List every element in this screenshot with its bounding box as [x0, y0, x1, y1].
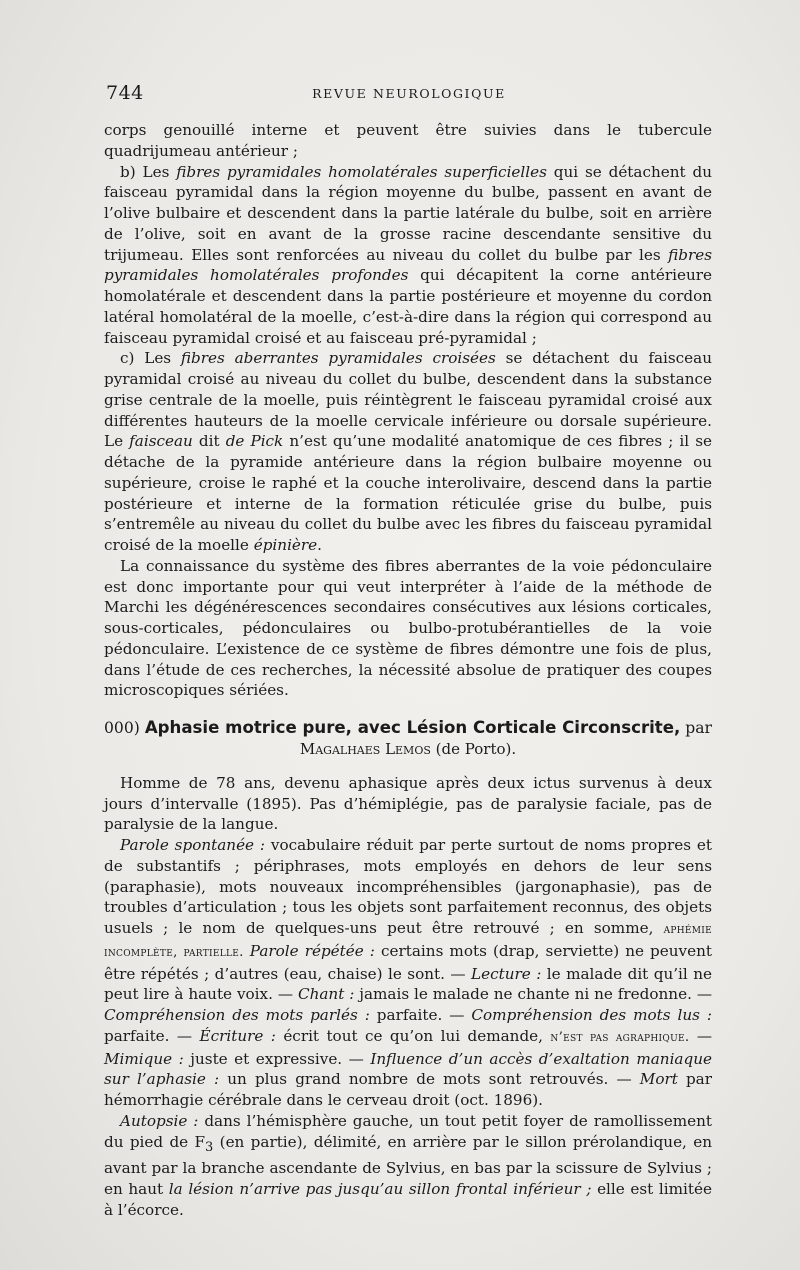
text: juste et expressive. —	[183, 1049, 371, 1068]
text: Homme de 78 ans, devenu aphasique après deux ictus survenus à deux jours d’intervalle (1895). Pas d’hémiplégie, pas de paralysie faciale, pas de paralysie de la langue.	[104, 773, 712, 834]
text: corps genouillé interne et peuvent être suivies dans le tubercule quadrijumeau antérieur ;	[104, 121, 712, 160]
article-title: Aphasie motrice pure, avec Lésion Corticale Circonscrite,	[144, 718, 681, 737]
italic-term: de Pick	[225, 432, 284, 451]
italic-term: Compréhension des mots parlés :	[104, 1006, 370, 1024]
italic-term: faisceau	[129, 432, 193, 451]
text: c) Les	[120, 349, 181, 368]
paragraph-b	[104, 162, 712, 349]
author-affiliation: (de Porto).	[435, 739, 517, 758]
text: écrit tout ce qu’on lui demande,	[275, 1026, 551, 1045]
paragraph-autopsy	[104, 1111, 712, 1221]
running-title: REVUE NEUROLOGIQUE	[312, 86, 506, 101]
italic-term: épinière	[253, 536, 318, 554]
smallcaps-term: n’est pas agraphique.	[550, 1029, 690, 1045]
subscript: 3	[205, 1139, 214, 1155]
article-par: par	[685, 719, 713, 737]
text: b) Les	[120, 162, 177, 181]
italic-term: la lésion n’arrive pas jusqu’au sillon frontal inférieur ;	[168, 1180, 592, 1199]
italic-term: Influence d’un accès d’exaltation maniaque sur l’aphasie :	[104, 1049, 712, 1089]
italic-term: fibres aberrantes pyramidales croisées	[180, 349, 496, 368]
italic-term: Chant :	[297, 985, 355, 1004]
article-number: 000)	[104, 719, 140, 737]
article-heading	[104, 718, 712, 739]
text: (en partie), délimité, en arrière par le sillon prérolandique, en avant par la branche ascendante de Sylvius, en bas par la scissure de Sylvius ; en haut	[104, 1132, 712, 1199]
text: jamais le malade ne chante ni ne fredonne. —	[354, 985, 713, 1004]
italic-term: Mimique :	[104, 1049, 184, 1068]
text: La connaissance du système des fibres aberrantes de la voie pédonculaire est donc importante pour qui veut interpréter à l’aide de la méthode de Marchi les dégénérescences secondaires consécutives aux lésions corticales, sous-corticales, pédonculaires ou bulbo-protubérantielles de la voie pédonculaire. L’existence de ce système de fibres démontre une fois de plus, dans l’étude de ces recherches, la nécessité absolue de pratiquer des coupes microscopiques sériées.	[104, 556, 712, 700]
paragraph-continuation	[104, 120, 712, 162]
text: qui décapitent la corne antérieure homolatérale et descendent dans la partie postérieure et moyenne du cordon latéral homolatéral de la moelle, c’est-à-dire dans la région qui correspond au faisceau pyramidal croisé et au faisceau pré-pyramidal ;	[104, 266, 712, 347]
text: se détachent du faisceau pyramidal croisé au niveau du collet du bulbe, descendent dans la substance grise centrale de la moelle, puis réintègrent le faisceau pyramidal croisé aux différentes hauteurs de la moelle cervicale inférieure ou dorsale supérieure. Le	[104, 349, 712, 451]
italic-term: Compréhension des mots lus :	[471, 1006, 712, 1024]
italic-term: Mort	[639, 1070, 678, 1089]
text: le malade dit qu’il ne peut lire à haute voix. —	[104, 964, 712, 1004]
italic-term: Autopsie :	[120, 1111, 199, 1130]
text: parfaite. —	[369, 1006, 472, 1024]
text: par hémorrhagie cérébrale dans le cerveau droit (oct. 1896).	[104, 1070, 712, 1109]
article-byline	[104, 739, 712, 759]
text: —	[689, 1026, 713, 1045]
italic-term: fibres pyramidales homolatérales profondes	[104, 245, 712, 285]
text: dans l’hémisphère gauche, un tout petit foyer de ramollissement du pied de F	[104, 1111, 712, 1151]
text: elle est limitée à l’écorce.	[104, 1180, 712, 1219]
text: certains mots (drap, serviette) ne peuvent être répétés ; d’autres (eau, chaise) le sont. —	[104, 941, 712, 983]
text: un plus grand nombre de mots sont retrouvés. —	[219, 1070, 640, 1089]
page-body	[104, 120, 712, 1221]
page-header	[104, 82, 714, 106]
text: qui se détachent du faisceau pyramidal dans la région moyenne du bulbe, passent en avant de l’olive bulbaire et descendent dans la partie latérale du bulbe, soit en arrière de l’olive, soit en avant de la grosse racine descendante sensitive du trijumeau. Elles sont renforcées au niveau du collet du bulbe par les	[104, 162, 712, 264]
text: .	[317, 536, 322, 554]
text: n’est qu’une modalité anatomique de ces fibres ; il se détache de la pyramide antérieure dans la région bulbaire moyenne ou supérieure, croise le raphé et la couche interolivaire, descend dans la partie postérieure et interne de la formation réticulée grise du bulbe, puis s’entremêle au niveau du collet du bulbe avec les fibres du faisceau pyramidal croisé de la moelle	[104, 432, 712, 554]
author-name: Magalhaes Lemos	[299, 739, 431, 758]
paragraph-case	[104, 773, 712, 835]
page-number: 744	[106, 82, 144, 104]
smallcaps-term: aphémie incomplète, partielle.	[104, 922, 712, 960]
italic-term: Écriture :	[199, 1026, 276, 1045]
paragraph-conclusion	[104, 556, 712, 701]
text: dit	[192, 432, 226, 451]
italic-term: Parole spontanée :	[120, 836, 266, 854]
paragraph-symptoms	[104, 835, 712, 1111]
italic-term: fibres pyramidales homolatérales superficielles	[176, 162, 547, 181]
text: vocabulaire réduit par perte surtout de noms propres et de substantifs ; périphrases, mots employés en dehors de leur sens (paraphasie), mots nouveaux incompréhensibles (jargonaphasie), pas de troubles d’articulation ; tous les objets sont parfaitement reconnus, des objets usuels ; le nom de quelques-uns peut être retrouvé ; en somme,	[104, 836, 713, 937]
text: parfaite. —	[104, 1026, 200, 1045]
italic-term: Lecture :	[471, 964, 542, 983]
paragraph-c	[104, 348, 712, 556]
italic-term: Parole répétée :	[249, 941, 375, 960]
